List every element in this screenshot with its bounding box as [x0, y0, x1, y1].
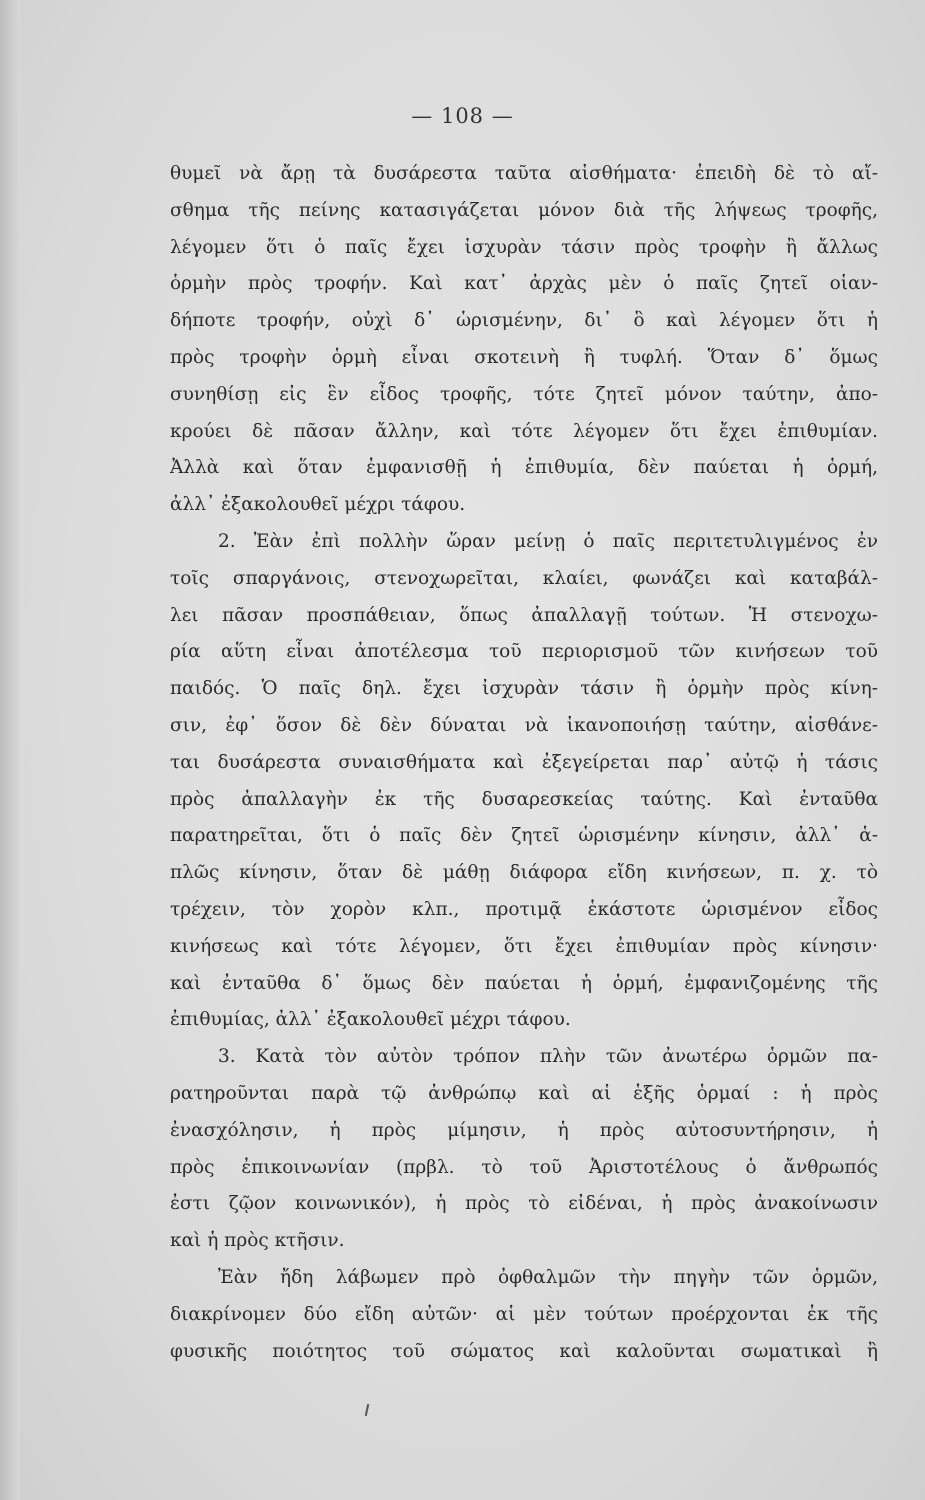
text-line: θυμεῖ νὰ ἄρῃ τὰ δυσάρεστα ταῦτα αἰσθήματα· ἐπειδὴ δὲ τὸ αἴ-	[170, 163, 878, 184]
text-line: ται δυσάρεστα συναισθήματα καὶ ἐξεγείρεται παρ᾿ αὐτῷ ἡ τάσις	[170, 751, 878, 773]
text-line: καὶ ἐνταῦθα δ᾿ ὅμως δὲν παύεται ἡ ὁρμή, ἐμφανιζομένης τῆς	[170, 972, 878, 994]
page-number: — 108 —	[411, 104, 514, 128]
text-line: διακρίνομεν δύο εἴδη αὐτῶν· αἱ μὲν τούτων προέρχονται ἐκ τῆς	[170, 1303, 878, 1325]
text-line: Ἀλλὰ καὶ ὅταν ἐμφανισθῇ ἡ ἐπιθυμία, δὲν παύεται ἡ ὁρμή,	[170, 457, 878, 479]
body-text	[170, 156, 878, 1370]
text-line: ρία αὕτη εἶναι ἀποτέλεσμα τοῦ περιορισμοῦ τῶν κινήσεων τοῦ	[170, 641, 878, 663]
text-line: φυσικῆς ποιότητος τοῦ σώματος καὶ καλοῦνται σωματικαὶ ἢ	[170, 1340, 878, 1362]
text-line: καὶ ἡ πρὸς κτῆσιν.	[170, 1230, 345, 1252]
text-line: λει πᾶσαν προσπάθειαν, ὅπως ἀπαλλαγῇ τούτων. Ἡ στενοχω-	[170, 604, 878, 626]
text-line: δήποτε τροφήν, οὐχὶ δ᾿ ὡρισμένην, δι᾿ ὃ καὶ λέγομεν ὅτι ἡ	[170, 310, 878, 332]
text-line: πλῶς κίνησιν, ὅταν δὲ μάθῃ διάφορα εἴδη κινήσεων, π. χ. τὸ	[170, 862, 878, 884]
text-line: ἐνασχόλησιν, ἡ πρὸς μίμησιν, ἡ πρὸς αὐτοσυντήρησιν, ἡ	[170, 1119, 878, 1141]
text-line: ρατηροῦνται παρὰ τῷ ἀνθρώπῳ καὶ αἱ ἑξῆς ὁρμαί : ἡ πρὸς	[170, 1082, 878, 1104]
text-line: 3. Κατὰ τὸν αὐτὸν τρόπον πλὴν τῶν ἀνωτέρω ὁρμῶν πα-	[218, 1046, 878, 1068]
text-line: ἐπιθυμίας, ἀλλ᾿ ἐξακολουθεῖ μέχρι τάφου.	[170, 1009, 571, 1031]
text-line: σθημα τῆς πείνης κατασιγάζεται μόνον διὰ τῆς λήψεως τροφῆς,	[170, 199, 878, 221]
text-line: πρὸς ἐπικοινωνίαν (πρβλ. τὸ τοῦ Ἀριστοτέλους ὁ ἄνθρωπός	[170, 1156, 878, 1178]
text-line: τρέχειν, τὸν χορὸν κλπ., προτιμᾷ ἑκάστοτε ὡρισμένον εἶδος	[170, 898, 878, 920]
text-line: Ἐὰν ἤδη λάβωμεν πρὸ ὀφθαλμῶν τὴν πηγὴν τῶν ὁρμῶν,	[218, 1266, 878, 1288]
text-line: σιν, ἐφ᾿ ὅσον δὲ δὲν δύναται νὰ ἱκανοποιήσῃ ταύτην, αἰσθάνε-	[170, 714, 878, 736]
text-line: παρατηρεῖται, ὅτι ὁ παῖς δὲν ζητεῖ ὡρισμένην κίνησιν, ἀλλ᾿ ἁ-	[170, 825, 878, 847]
stray-pen-mark	[365, 1404, 369, 1416]
text-line: ἐστι ζῷον κοινωνικόν), ἡ πρὸς τὸ εἰδέναι, ἡ πρὸς ἀνακοίνωσιν	[170, 1193, 878, 1215]
text-line: 2. Ἐὰν ἐπὶ πολλὴν ὥραν μείνῃ ὁ παῖς περιτετυλιγμένος ἐν	[218, 530, 878, 552]
text-line: λέγομεν ὅτι ὁ παῖς ἔχει ἰσχυρὰν τάσιν πρὸς τροφὴν ἢ ἄλλως	[170, 236, 878, 258]
text-line: πρὸς ἀπαλλαγὴν ἐκ τῆς δυσαρεσκείας ταύτης. Καὶ ἐνταῦθα	[170, 788, 878, 810]
text-line: κινήσεως καὶ τότε λέγομεν, ὅτι ἔχει ἐπιθυμίαν πρὸς κίνησιν·	[170, 935, 878, 957]
page-fold-shadow	[0, 0, 20, 1500]
text-line: συνηθίσῃ εἰς ἓν εἶδος τροφῆς, τότε ζητεῖ μόνον ταύτην, ἀπο-	[170, 383, 878, 405]
text-line: πρὸς τροφὴν ὁρμὴ εἶναι σκοτεινὴ ἢ τυφλή. Ὅταν δ᾿ ὅμως	[170, 346, 878, 368]
text-line: κρούει δὲ πᾶσαν ἄλλην, καὶ τότε λέγομεν ὅτι ἔχει ἐπιθυμίαν.	[170, 420, 878, 442]
text-line: ὁρμὴν πρὸς τροφήν. Καὶ κατ᾿ ἀρχὰς μὲν ὁ παῖς ζητεῖ οἱαν-	[170, 273, 878, 295]
text-line: τοῖς σπαργάνοις, στενοχωρεῖται, κλαίει, φωνάζει καὶ καταβάλ-	[170, 567, 878, 589]
text-line: παιδός. Ὁ παῖς δηλ. ἔχει ἰσχυρὰν τάσιν ἢ ὁρμὴν πρὸς κίνη-	[170, 678, 878, 700]
text-line: ἀλλ᾿ ἐξακολουθεῖ μέχρι τάφου.	[170, 494, 466, 516]
